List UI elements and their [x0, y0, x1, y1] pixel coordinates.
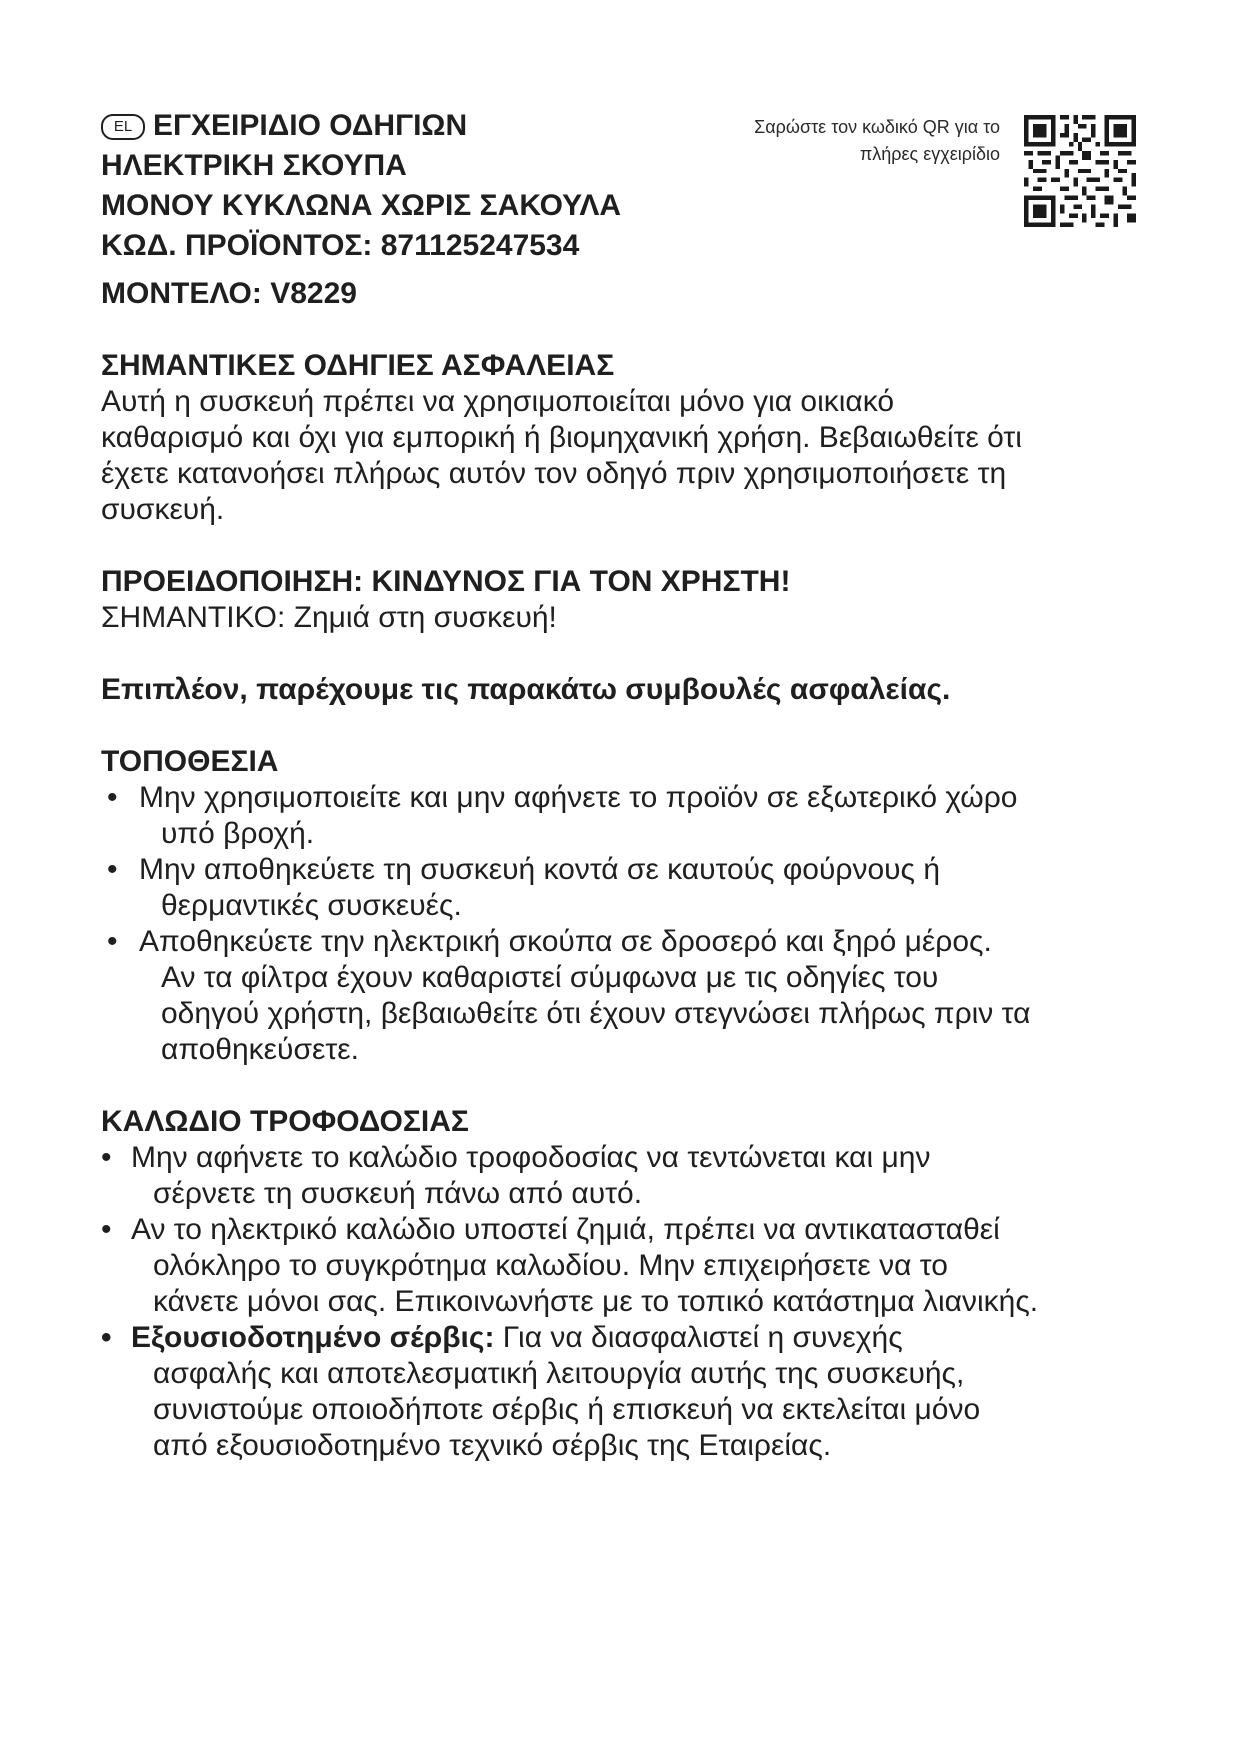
authorized-service-label: Εξουσιοδοτημένο σέρβις: — [131, 1321, 495, 1354]
bullet-icon: • — [101, 1141, 112, 1174]
list-item: • Εξουσιοδοτημένο σέρβις: Για να διασφαλιστεί η συνεχής ασφαλής και αποτελεσματική λειτουργία αυτής της συσκευής, συνιστούμε οποιοδήποτε σέρβις ή επισκευή να εκτελείται μόνο από εξουσιοδοτημένο τεχνικό σέρβις της Εταιρείας. — [101, 1321, 981, 1462]
qr-caption — [700, 114, 1000, 168]
list-item: • Αν το ηλεκτρικό καλώδιο υποστεί ζημιά, πρέπει να αντικατασταθεί ολόκληρο το συγκρότημα καλωδίου. Μην επιχειρήσετε να το κάνετε μόνοι σας. Επικοινωνήστε με το τοπικό κατάστημα λιανικής. — [101, 1213, 1039, 1318]
advice-text: Επιπλέον, παρέχουμε τις παρακάτω συμβουλές ασφαλείας. — [101, 673, 951, 706]
safety-line-1: Αυτή η συσκευή πρέπει να χρησιμοποιείται μόνο για οικιακό — [101, 385, 895, 418]
title-line-2: ΗΛΕΚΤΡΙΚΗ ΣΚΟΥΠΑ — [101, 149, 407, 182]
language-badge: EL — [101, 114, 145, 140]
spacer — [101, 528, 1161, 564]
safety-line-2: καθαρισμό και όχι για εμπορική ή βιομηχανική χρήση. Βεβαιωθείτε ότι — [101, 421, 1022, 454]
bullet-icon: • — [101, 1321, 112, 1354]
bullet-icon: • — [101, 1213, 112, 1246]
location-heading: ΤΟΠΟΘΕΣΙΑ — [101, 745, 279, 778]
location-list — [101, 780, 1161, 1068]
manual-body — [101, 348, 1161, 1464]
model-number: ΜΟΝΤΕΛΟ: V8229 — [101, 277, 357, 310]
bullet-icon: • — [107, 781, 118, 814]
safety-heading: ΣΗΜΑΝΤΙΚΕΣ ΟΔΗΓΙΕΣ ΑΣΦΑΛΕΙΑΣ — [101, 349, 615, 382]
bullet-icon: • — [107, 853, 118, 886]
qr-code-icon[interactable] — [1024, 115, 1136, 227]
list-item: • Μην χρησιμοποιείτε και μην αφήνετε το προϊόν σε εξωτερικό χώρο υπό βροχή. — [107, 781, 1018, 850]
spacer — [101, 1068, 1161, 1104]
qr-caption-line-2: πλήρες εγχειρίδιο — [859, 144, 1000, 164]
spacer — [101, 636, 1161, 672]
safety-line-3: έχετε κατανοήσει πλήρως αυτόν τον οδηγό πριν χρησιμοποιήσετε τη — [101, 457, 1007, 490]
spacer — [101, 708, 1161, 744]
power-cable-list — [101, 1140, 1161, 1464]
warning-heading: ΠΡΟΕΙΔΟΠΟΙΗΣΗ: ΚΙΝΔΥΝΟΣ ΓΙΑ ΤΟΝ ΧΡΗΣΤΗ! — [101, 565, 791, 598]
bullet-icon: • — [107, 925, 118, 958]
manual-header — [101, 106, 721, 314]
list-item: • Μην αφήνετε το καλώδιο τροφοδοσίας να τεντώνεται και μην σέρνετε τη συσκευή πάνω από αυτό. — [101, 1141, 931, 1210]
qr-caption-line-1: Σαρώστε τον κωδικό QR για το — [754, 117, 1000, 137]
warning-note: ΣΗΜΑΝΤΙΚΟ: Ζημιά στη συσκευή! — [101, 601, 557, 634]
title-line-3: ΜΟΝΟΥ ΚΥΚΛΩΝΑ ΧΩΡΙΣ ΣΑΚΟΥΛΑ — [101, 189, 622, 222]
safety-line-4: συσκευή. — [101, 493, 225, 526]
list-item: • Μην αποθηκεύετε τη συσκευή κοντά σε καυτούς φούρνους ή θερμαντικές συσκευές. — [107, 853, 941, 922]
product-code: ΚΩΔ. ΠΡΟΪΟΝΤΟΣ: 871125247534 — [101, 229, 580, 262]
power-cable-heading: ΚΑΛΩΔΙΟ ΤΡΟΦΟΔΟΣΙΑΣ — [101, 1105, 469, 1138]
list-item: • Αποθηκεύετε την ηλεκτρική σκούπα σε δροσερό και ξηρό μέρος. Αν τα φίλτρα έχουν καθαριστεί σύμφωνα με τις οδηγίες του οδηγού χρήστη, βεβαιωθείτε ότι έχουν στεγνώσει πλήρως πριν τα αποθηκεύσετε. — [107, 925, 1031, 1066]
title-line-1: EL ΕΓΧΕΙΡΙΔΙΟ ΟΔΗΓΙΩΝ — [101, 106, 721, 146]
